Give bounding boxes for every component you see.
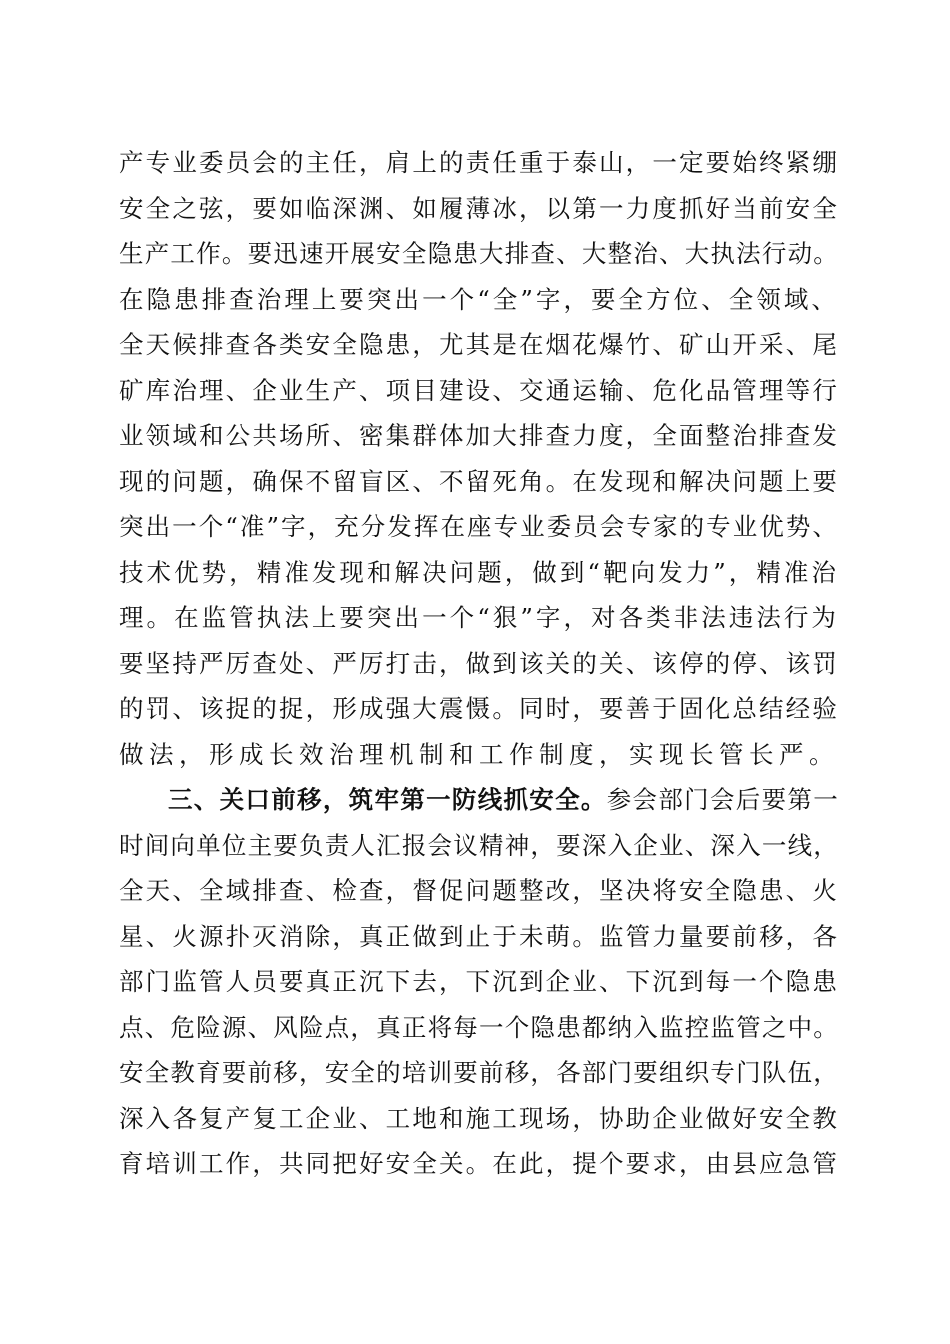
text-line: 时间向单位主要负责人汇报会议精神，要深入企业、深入一线， <box>119 830 839 860</box>
text-line: 点、危险源、风险点，真正将每一个隐患都纳入监控监管之中。 <box>119 1012 839 1042</box>
section-three-first-line <box>119 777 839 823</box>
text-line: 业领域和公共场所、密集群体加大排查力度，全面整治排查发 <box>119 421 839 450</box>
text-line: 星、火源扑灭消除，真正做到止于未萌。监管力量要前移，各 <box>119 921 839 951</box>
text-line: 全天、全域排查、检查，督促问题整改，坚决将安全隐患、火 <box>119 876 839 905</box>
text-line: 技术优势，精准发现和解决问题，做到“靶向发力”，精准治 <box>119 557 839 587</box>
text-line: 深入各复产复工企业、工地和施工现场，协助企业做好安全教 <box>119 1103 839 1133</box>
text-line: 在隐患排查治理上要突出一个“全”字，要全方位、全领域、 <box>119 284 839 314</box>
text-line: 生产工作。要迅速开展安全隐患大排查、大整治、大执法行动。 <box>119 239 839 268</box>
text-line: 突出一个“准”字，充分发挥在座专业委员会专家的专业优势、 <box>119 512 839 541</box>
text-line: 的罚、该捉的捉，形成强大震慑。同时，要善于固化总结经验 <box>119 694 839 723</box>
text-line: 现的问题，确保不留盲区、不留死角。在发现和解决问题上要 <box>119 466 839 496</box>
section-three-first-line-rest: 参会部门会后要第一 <box>606 785 840 814</box>
text-line: 做法，形成长效治理机制和工作制度，实现长管长严。 <box>119 739 839 769</box>
text-line: 理。在监管执法上要突出一个“狠”字，对各类非法违法行为 <box>119 603 839 632</box>
section-three-heading: 三、关口前移，筑牢第一防线抓安全。 <box>168 785 607 814</box>
text-line: 矿库治理、企业生产、项目建设、交通运输、危化品管理等行 <box>119 375 839 405</box>
text-line: 安全教育要前移，安全的培训要前移，各部门要组织专门队伍， <box>119 1058 839 1087</box>
text-line: 产专业委员会的主任，肩上的责任重于泰山，一定要始终紧绷 <box>119 148 839 177</box>
body-text <box>119 140 839 1187</box>
text-line: 要坚持严厉查处、严厉打击，做到该关的关、该停的停、该罚 <box>119 648 839 678</box>
text-line: 育培训工作，共同把好安全关。在此，提个要求，由县应急管 <box>119 1149 839 1178</box>
text-line: 安全之弦，要如临深渊、如履薄冰，以第一力度抓好当前安全 <box>119 193 839 223</box>
text-line: 部门监管人员要真正沉下去，下沉到企业、下沉到每一个隐患 <box>119 967 839 996</box>
text-line: 全天候排查各类安全隐患，尤其是在烟花爆竹、矿山开采、尾 <box>119 330 839 359</box>
